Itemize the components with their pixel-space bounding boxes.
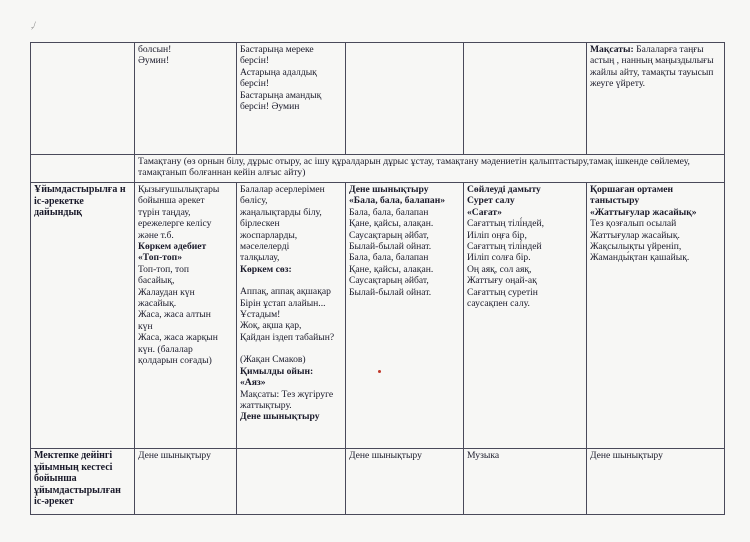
text-line: Саусақтарың әйбат, [349,229,429,241]
section-title: Көркем сөз: [240,263,292,275]
meal-description-cell [135,155,725,183]
game-title: «Аяз» [240,377,266,389]
red-ink-dot [378,370,381,373]
text-line: Иіліп солға бір. [467,252,531,264]
text-line: Былай-былай ойнат. [349,241,432,253]
section-title: Дене шынықтыру [349,184,429,195]
text-line: Балалар әсерлерімен [240,184,325,195]
text-line: болсын! [138,44,172,55]
activity-col6-cell [587,449,725,515]
text-line: Жаманды́қтан қашайық. [590,252,690,264]
text-line: Қызығушылықтары [138,184,220,195]
preparation-header: Ұйымдастырылға н іс-әрекетке дайындық [34,184,126,219]
activity-col4-cell [346,449,464,515]
text-line: бойынша әрекет [138,195,205,207]
text-line: Бастарыңа амандық [240,89,322,101]
organized-activity-header-cell [31,449,135,515]
text-line: Қане, қайсы, алақан. [349,263,434,275]
section-title: Сөйлеуді дамыту [467,184,541,195]
text-line: мәселелерді [240,241,290,253]
preparation-col3-cell [237,183,346,449]
text-line: күн [138,320,153,332]
preparation-header-cell [31,183,135,449]
table-row-preparation [31,183,725,449]
text-line: Жоқ, ақша қар, [240,320,302,332]
text-line: түрін таңдау, [138,206,191,218]
corner-mark: ,/ [31,20,36,30]
schedule-table [30,42,725,515]
text-line: күн. (балалар [138,343,193,355]
text-line: Бала, бала, балапан [349,206,429,218]
section-title: Қимылды ойын: [240,365,314,377]
activity-col2-cell [135,449,237,515]
text-line: Бала, бала, балапан [349,252,429,264]
text-line: Жаттығу оңай-ақ [467,275,537,287]
table-row-organized-activity [31,449,725,515]
table-row-meal [31,155,725,183]
spacer [240,275,342,286]
activity-label: Дене шынықтыру [590,450,663,461]
section-title: Сурет салу [467,195,515,207]
text-line: берсін! [240,78,270,90]
row1-col2-cell [135,43,237,155]
activity-label: Музыка [467,450,500,461]
activity-col3-cell [237,449,346,515]
text-line: Иіліп оңға бір, [467,229,527,241]
text-line: Саусақтарың әйбат, [349,275,429,287]
text-line: Былай-былай ойнат. [349,286,432,298]
text-line: Сағаттың тілі́ндей [467,241,542,253]
text-line: Оң аяқ, сол аяқ, [467,263,532,275]
goal-label: Мақсаты: [590,44,634,55]
text-line: Ұстадым! [240,309,281,321]
text-line: Жаттығулар жасайық. [590,229,680,241]
text-line: Қане, қайсы, алақан. [349,218,434,230]
poem-title: «Сағат» [467,206,502,218]
section-title: Көркем әдебиет [138,241,207,253]
text-line: талқылау, [240,252,280,264]
text-line: Аппақ, аппақ ақшақар [240,286,331,298]
row1-col6-cell [587,43,725,155]
row1-col4-cell [346,43,464,155]
row1-col3-cell [237,43,346,155]
text-line: Жаса, жаса жарқын [138,332,218,344]
preparation-col6-cell [587,183,725,449]
poem-title: «Бала, бала, балапан» [349,195,446,207]
activity-label: Дене шынықтыру [349,450,422,461]
organized-activity-header: Мектепке дейінгі ұйымның кестесі бойынша ұйымдастырылған іс-әрекет [34,450,121,508]
goal-text: Балаларға таңғы астың , нанның маңыздылығы жайлы айту, тамақты тауысып жеуге үйрету. [590,44,714,90]
text-line: жаңалықтарды білу, [240,206,322,218]
text-line: Бастарыңа мереке [240,44,314,55]
text-line: Жаса, жаса алтын [138,309,211,321]
text-line: және т.б. [138,229,174,241]
text-line: жаттықтыру. [240,399,292,411]
text-line: саусақпен салу. [467,298,530,310]
text-line: Әумин! [138,55,170,67]
preparation-col4-cell [346,183,464,449]
preparation-col2-cell [135,183,237,449]
text-line: берсін! [240,55,270,67]
text-line: Астарыңа адалдық [240,66,317,78]
text-line: Сағаттың тілі́ндей, [467,218,545,230]
section-title: Қоршаған ортамен [590,184,674,195]
poem-title: «Топ-топ» [138,252,182,264]
table-row-greeting [31,43,725,155]
text-line: берсін! Әумин [240,101,300,113]
author-line: (Жақан Смаков) [240,354,306,366]
section-title: Дене шынықтыру [240,411,320,423]
text-line: Мақсаты: Тез жүгіруге [240,388,334,400]
text-line: Бірін ұстап алайын... [240,297,326,309]
text-line: Жалаудан күн [138,286,195,298]
row1-col5-cell [464,43,587,155]
text-line: жоспарларды, [240,229,298,241]
activity-label: Дене шынықтыру [138,450,211,461]
text-line: Сағаттың суретін [467,286,538,298]
text-line: бірлескен [240,218,280,230]
text-line: жасайық. [138,298,177,310]
text-line: Жақсылықты үйреніп, [590,241,682,253]
spacer [240,343,342,354]
meal-description: Тамақтану (өз орнын білу, дұрыс отыру, ас ішу құралдарын дұрыс ұстау, тамақтану мәдениетін қалыптастыру,тамақ ішкенде сөйлемеу, тамақтанып болғаннан кейін алғыс айту) [138,156,690,179]
text-line: ережелерге келісу [138,218,212,230]
text-line: Топ-топ, топ [138,263,190,275]
text-line: Тез қозғалып осылай [590,218,677,230]
preparation-col5-cell [464,183,587,449]
text-line: басайық, [138,275,175,287]
text-line: Қайдан іздеп табайын? [240,331,335,343]
poem-title: «Жаттығулар жасайық» [590,206,697,218]
text-line: бөлісу, [240,195,268,207]
section-title: таныстыру [590,195,640,207]
activity-col5-cell [464,449,587,515]
text-line: қолдарын соғады) [138,355,212,367]
row2-header-cell [31,155,135,183]
row1-header-cell [31,43,135,155]
